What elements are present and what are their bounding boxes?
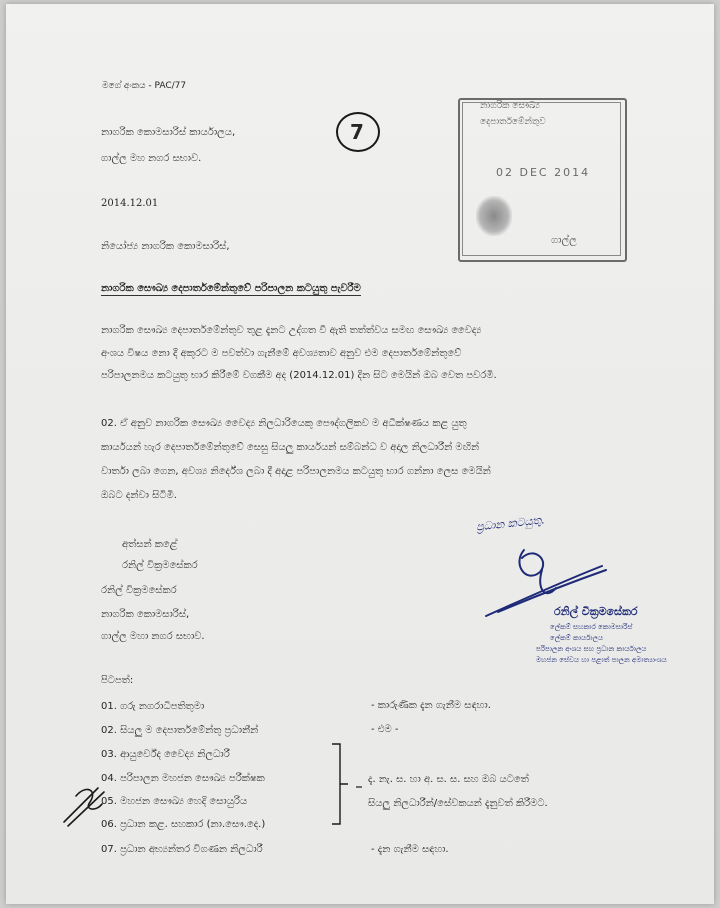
copy-note: - එම - [371,724,399,735]
stamp-label: ගාල්ල [551,235,577,246]
official-stamp-line: ලේකම් කාර්යාලය [550,634,603,642]
handwritten-note: ප්‍රධාන කටයුතු. [475,513,546,534]
document-number: 7 [350,120,364,144]
copy-recipient: 07. ප්‍රධාන අභ්‍යන්තර විගණන නිලධාරී [101,844,263,855]
official-stamp-line: මහජන සේවය හා පළාත් පාලන අමාත්‍යාංශය [536,656,667,664]
body-paragraph-2-line: වාර්තා ලබා ගෙන, අවශ්‍ය නිර්දේශ ලබා දී අදාළ පරිපාලනමය කටයුතු භාර ගන්නා ලෙස මෙයින් [101,466,491,477]
ink-marks-layer [6,4,714,904]
copy-note: - දැන ගැනීම සඳහා. [371,844,449,855]
group-note-line: සියලු නිලධාරීන්/සේවකයන් දැනුවත් කිරීමට. [368,798,548,809]
copies-heading: පිටපත්: [101,675,134,686]
body-paragraph-2-line: කාර්යයන් හැර දෙපාර්තමේන්තුවේ සෙසු සියලු කාර්යයන් සම්බන්ධ ව අදාල නිලධාරීන් මඟින් [101,442,480,453]
stamp-date: 02 DEC 2014 [496,166,591,179]
office-name: නාගරික කොමසාරිස් කාර්යාලය, [101,127,236,138]
signed-by-name: රනිල් වික්‍රමසේකර [122,560,198,571]
official-stamp-name: රනිල් වික්‍රමසේකර [554,605,638,618]
copy-recipient: 06. ප්‍රධාන කළ. සහකාර (නා.සෞ.දෙ.) [101,819,266,830]
pen-flourish [64,788,104,826]
copy-recipient: 03. ආයුර්වේද වෛද්‍ය නිලධාරී [101,749,230,760]
copy-recipient: 04. පරිපාලන මහජන සෞඛ්‍ය පරීක්ෂක [101,773,265,784]
copy-note: - කාරුණික දැන ගැනීම සඳහා. [371,700,491,711]
blue-signature [486,550,606,616]
signatory-title: නාගරික කොමසාරිස්, [101,609,190,620]
letter-date: 2014.12.01 [101,198,159,209]
signatory-name: රනිල් වික්‍රමසේකර [101,585,177,596]
reference-number: මගේ අංකය - PAC/77 [102,81,187,91]
signatory-organization: ගාල්ල මහා නගර සභාව. [101,631,205,642]
office-address: ගාල්ල මහ නගර සභාව. [101,153,202,164]
salutation: නියෝජ්‍ය නාගරික කොමසාරිස්, [101,241,230,252]
signed-by-label: අත්සන් කළේ [122,539,178,550]
official-stamp-line: ලේකම් සහකාර කොමසාරිස් [550,623,633,631]
body-paragraph-1-line: අංශය විෂය නො දී අකුරට ම පවත්වා ගැනීමේ අවශ්‍යතාව අනුව එම දෙපාර්තමේන්තුවේ [101,348,462,359]
copies-group-bracket [332,744,348,824]
body-paragraph-2-line: 02. ඒ අනුව නාගරික සෞඛ්‍ය වෛද්‍ය නිලධාරියෙකු පෞද්ගලිකව ම අධීක්ෂණය කළ යුතු [101,418,467,429]
body-paragraph-1-line: පරිපාලනමය කටයුතු භාර කිරීමේ වගකීම අද (2014.12.01) දින සිට මෙයින් ඔබ වෙත පවරමි. [101,370,497,381]
stamp-line1: නාගරික සෞඛ්‍ය [480,101,540,111]
body-paragraph-2-line: ඔබට දන්වා සිටිමි. [101,490,177,501]
copy-recipient: 01. ගරු නගරාධිපතිතුමා [101,701,205,712]
document-page [6,4,714,904]
stamp-line2: දෙපාර්තමේන්තුව [480,117,546,127]
copy-recipient: 05. මහජන සෞඛ්‍ය හෙදි සොයුරිය [101,796,248,807]
body-paragraph-1-line: නාගරික සෞඛ්‍ය දෙපාර්තමේන්තුව තුළ දැනට උද්ගත වී ඇති තත්ත්වය සමඟ සෞඛ්‍ය වෛද්‍ය [101,325,482,336]
letter-subject: නාගරික සෞඛ්‍ය දෙපාර්තමේන්තුවේ පරිපාලන කටයුතු පැවරීම [101,283,361,294]
official-stamp-line: පරිපාලන අංශය සහ ප්‍රධාන කාර්යාලය [536,645,647,653]
group-note-line: දැ. නැ. ස. හා අ. ස. ස. සහ ඔබ යටතේ [368,774,529,785]
copy-recipient: 02. සියලු ම දෙපාර්තමේන්තු ප්‍රධානීන් [101,725,259,736]
